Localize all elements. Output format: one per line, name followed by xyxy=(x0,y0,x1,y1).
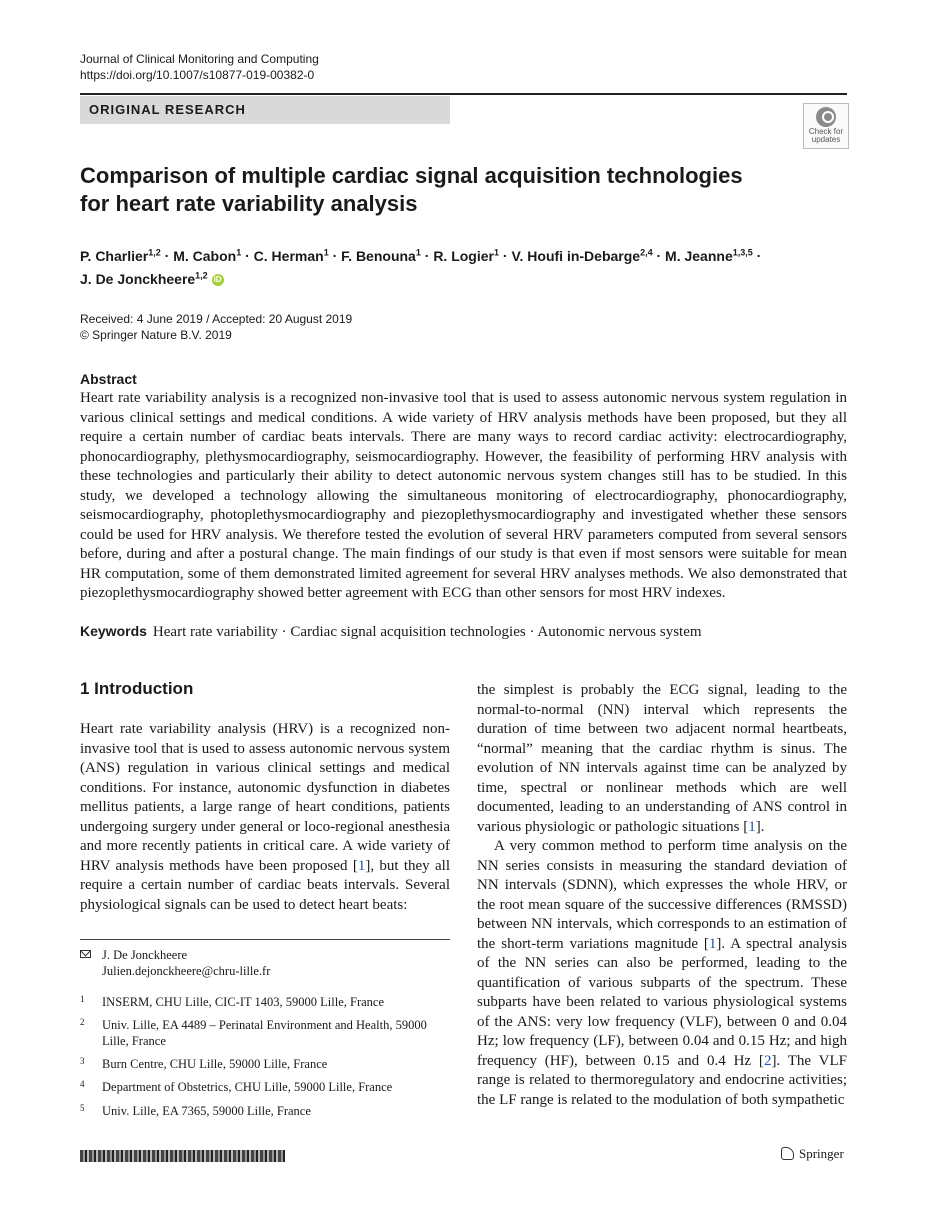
orcid-icon[interactable]: iD xyxy=(213,275,222,285)
author[interactable]: P. Charlier$^{1,2}$ xyxy=(80,247,161,264)
footnote-divider xyxy=(80,939,450,940)
check-for-updates-badge[interactable]: Check for updates xyxy=(803,103,849,149)
citation-link[interactable]: 1 xyxy=(708,935,717,952)
check-for-updates-icon xyxy=(816,107,836,127)
email-link[interactable]: Julien.dejonckheere@chru-lille.fr xyxy=(102,964,271,978)
citation-link[interactable]: 1 xyxy=(748,818,756,835)
citation-link[interactable]: 1 xyxy=(357,857,366,874)
intro-right-column xyxy=(477,681,847,1110)
author[interactable]: C. Herman$^1$ xyxy=(253,247,329,264)
springer-horse-icon xyxy=(781,1147,794,1160)
section-heading: 1 Introduction xyxy=(80,679,194,698)
paragraph: the simplest is probably the ECG signal, leading to the normal-to-normal (NN) interval which represents the duration of time between two adjacent normal heartbeats, “normal” meaning that the cardiac rhythm is sinus. The evolution of NN intervals against time can be analyzed by time, spectral or nonlinear methods which are well documented, leading to an understanding of ANS control in various physiologic or pathologic situations [1]. xyxy=(477,682,847,835)
footer-barcode xyxy=(80,1150,285,1162)
author-list: P. Charlier$^{1,2}$ · M. Cabon$^1$ · C. Herman$^1$ · F. Benouna$^1$ · R. Logier$^1$ · V. Houfi in-Debarge$^{2,4}$ · M. Jeanne$^{1,3,5}$ · J. De Jonckheere$^{1,2}$ iD xyxy=(80,247,762,288)
header-rule xyxy=(80,93,847,95)
article-page: Journal of Clinical Monitoring and Computing https://doi.org/10.1007/s10877-019-00382-0 ORIGINAL RESEARCH Check for updates Comparison of multiple cardiac signal acquisition technologies for heart rate variability analysis P. Charlier$^{1,2}$ · M. Cabon$^1$ · C. Herman$^1$ · F. Benouna$^1$ · R. Logier$^1$ · V. Houfi in-Debarge$^{2,4}$ · M. Jeanne$^{1,3,5}$ · J. De Jonckheere$^{1,2}$ iD Received: 4 June 2019 / Accepted: 20 August 2019 © Springer Nature B.V. 2019 Abstract Heart rate variability analysis is a recognized non-invasive tool that is used to assess autonomic nervous system regulation in various clinical settings and medical conditions. A wide variety of HRV analysis methods have been proposed, but they all require a certain number of cardiac beats intervals. There are many ways to record cardiac activity: electrocardiography, phonocardiography, plethysmocardiography, seismocardiography. However, the feasibility of performing HRV analysis with these technologies and particularly their ability to detect autonomic nervous system changes still has to be studied. In this study, we developed a technology allowing the simultaneous monitoring of electrocardiography, phonocardiography, seismocardiography, photoplethysmocardiography and piezoplethysmocardiography and investigated whether these sensors could be used for HRV analysis. We therefore tested the evolution of several HRV parameters computed from several sensors before, during and after a postural change. The main findings of our study is that even if most sensors were suitable for mean HR computation, some of them demonstrated limited agreement for several HRV analyses methods. We also demonstrated that piezoplethysmocardiography showed better agreement with ECG than other sensors for most HRV indexes. Keywords Heart rate variability · Cardiac signal acquisition technologies · Autonomic nervous system 1 Introduction Heart rate variability analysis (HRV) is a recognized non-invasive tool that is used to assess autonomic nervous system (ANS) regulation in various clinical settings and medical conditions. For instance, autonomic dysfunction in diabetes mellitus patients, a large range of heart conditions, patients undergoing surgery under general or loco-regional anesthesia and more recently patients in critical care. A wide variety of HRV analysis methods have been proposed [1], but they all require a certain number of cardiac beats intervals. Several physiological signals can be used to detect heart beats: the simplest is probably the ECG signal, leading to the normal-to-normal (NN) interval which represents the duration of time between two adjacent normal heartbeats, “normal” meaning that the cardiac rhythm is sinus. The evolution of NN intervals against time can be analyzed by time, spectral or nonlinear methods which are well documented, leading to an understanding of ANS control in various physiologic or pathologic situations [1]. A very common method to perform time analysis on the NN series consists in measuring the standard deviation of NN intervals (SDNN), which expresses the whole HRV, or the root mean square of the successive differences (RMSSD) between NN intervals, which corresponds to an estimation of the short-term variations magnitude [1]. A spectral analysis of the NN series can also be performed, leading to the quantification of various subparts of the spectrum. These subparts have been related to various physiological systems of the ANS: very low frequency (VLF), between 0 and 0.04 Hz; low frequency (LF), between 0.04 and 0.15 Hz; and high frequency (HF), between 0.15 and 0.4 Hz [2]. The VLF range is related to thermoregulatory and endocrine activities; the LF range is related to the modulation of both sympathetic J. De Jonckheere Julien.dejonckheere@chru-lille.fr 1 INSERM, CHU Lille, CIC-IT 1403, 59000 Lille, France 2 Univ. Lille, EA 4489 – Perinatal Environment and Health, 59000 Lille, France 3 Burn Centre, CHU Lille, 59000 Lille, France 4 Department of Obstetrics, CHU Lille, 59000 Lille, France 5 Univ. Lille, EA 7365, 59000 Lille, France Springer xyxy=(80,52,847,1161)
paragraph: A very common method to perform time analysis on the NN series consists in measuring the standard deviation of NN intervals (SDNN), which expresses the whole HRV, or the root mean square of the successive differences (RMSSD) between NN intervals, which corresponds to an estimation of the short-term variations magnitude [1]. A spectral analysis of the NN series can also be performed, leading to the quantification of various subparts of the spectrum. These subparts have been related to various physiological systems of the ANS: very low frequency (VLF), between 0 and 0.04 Hz; low frequency (LF), between 0.04 and 0.15 Hz; and high frequency (HF), between 0.15 and 0.4 Hz [2]. The VLF range is related to thermoregulatory and endocrine activities; the LF range is related to the modulation of both sympathetic xyxy=(477,838,847,1108)
author[interactable]: V. Houfi in-Debarge$^{2,4}$ xyxy=(511,247,653,264)
keywords-label: Keywords xyxy=(80,623,147,639)
journal-header xyxy=(80,51,319,83)
author[interactable]: J. De Jonckheere$^{1,2}$ xyxy=(80,270,208,288)
publisher-logo: Springer xyxy=(781,1146,844,1162)
citation-link[interactable]: 2 xyxy=(763,1052,772,1069)
envelope-icon xyxy=(80,950,91,958)
abstract-heading: Abstract xyxy=(80,371,137,387)
author[interactable]: R. Logier$^1$ xyxy=(433,247,499,264)
journal-name: Journal of Clinical Monitoring and Computing xyxy=(80,52,319,66)
article-dates: Received: 4 June 2019 / Accepted: 20 August 2019 © Springer Nature B.V. 2019 xyxy=(80,312,353,342)
keywords-text: Heart rate variability · Cardiac signal acquisition technologies · Autonomic nervous system xyxy=(152,624,702,640)
article-title: Comparison of multiple cardiac signal acquisition technologies for heart rate variability analysis xyxy=(80,163,743,216)
doi-link[interactable]: https://doi.org/10.1007/s10877-019-00382-0 xyxy=(80,68,315,82)
author[interactable]: M. Cabon$^1$ xyxy=(173,247,242,264)
intro-left-column: Heart rate variability analysis (HRV) is a recognized non-invasive tool that is used to assess autonomic nervous system (ANS) regulation in various clinical settings and medical conditions. For instance, autonomic dysfunction in diabetes mellitus patients, a large range of heart conditions, patients undergoing surgery under general or loco-regional anesthesia and more recently patients in critical care. A wide variety of HRV analysis methods have been proposed [1], but they all require a certain number of cardiac beats intervals. Several physiological signals can be used to detect heart beats: xyxy=(80,721,450,913)
author[interactable]: F. Benouna$^1$ xyxy=(341,247,421,264)
author[interactable]: M. Jeanne$^{1,3,5}$ xyxy=(665,247,753,264)
article-type: ORIGINAL RESEARCH xyxy=(89,102,246,117)
article-type-band xyxy=(80,96,450,124)
abstract-text: Heart rate variability analysis is a recognized non-invasive tool that is used to assess autonomic nervous system regulation in various clinical settings and medical conditions. A wide variety of HRV analysis methods have been proposed, but they all require a certain number of cardiac beats intervals. There are many ways to record cardiac activity: electrocardiography, phonocardiography, plethysmocardiography, seismocardiography. However, the feasibility of performing HRV analysis with these technologies and particularly their ability to detect autonomic nervous system changes still has to be studied. In this study, we developed a technology allowing the simultaneous monitoring of electrocardiography, phonocardiography, seismocardiography, photoplethysmocardiography and piezoplethysmocardiography and investigated whether these sensors could be used for HRV analysis. We therefore tested the evolution of several HRV parameters computed from several sensors before, during and after a postural change. The main findings of our study is that even if most sensors were suitable for mean HR computation, some of them demonstrated limited agreement for several HRV analyses methods. We also demonstrated that piezoplethysmocardiography showed better agreement with ECG than other sensors for most HRV indexes. xyxy=(80,390,847,601)
keywords xyxy=(80,623,702,641)
